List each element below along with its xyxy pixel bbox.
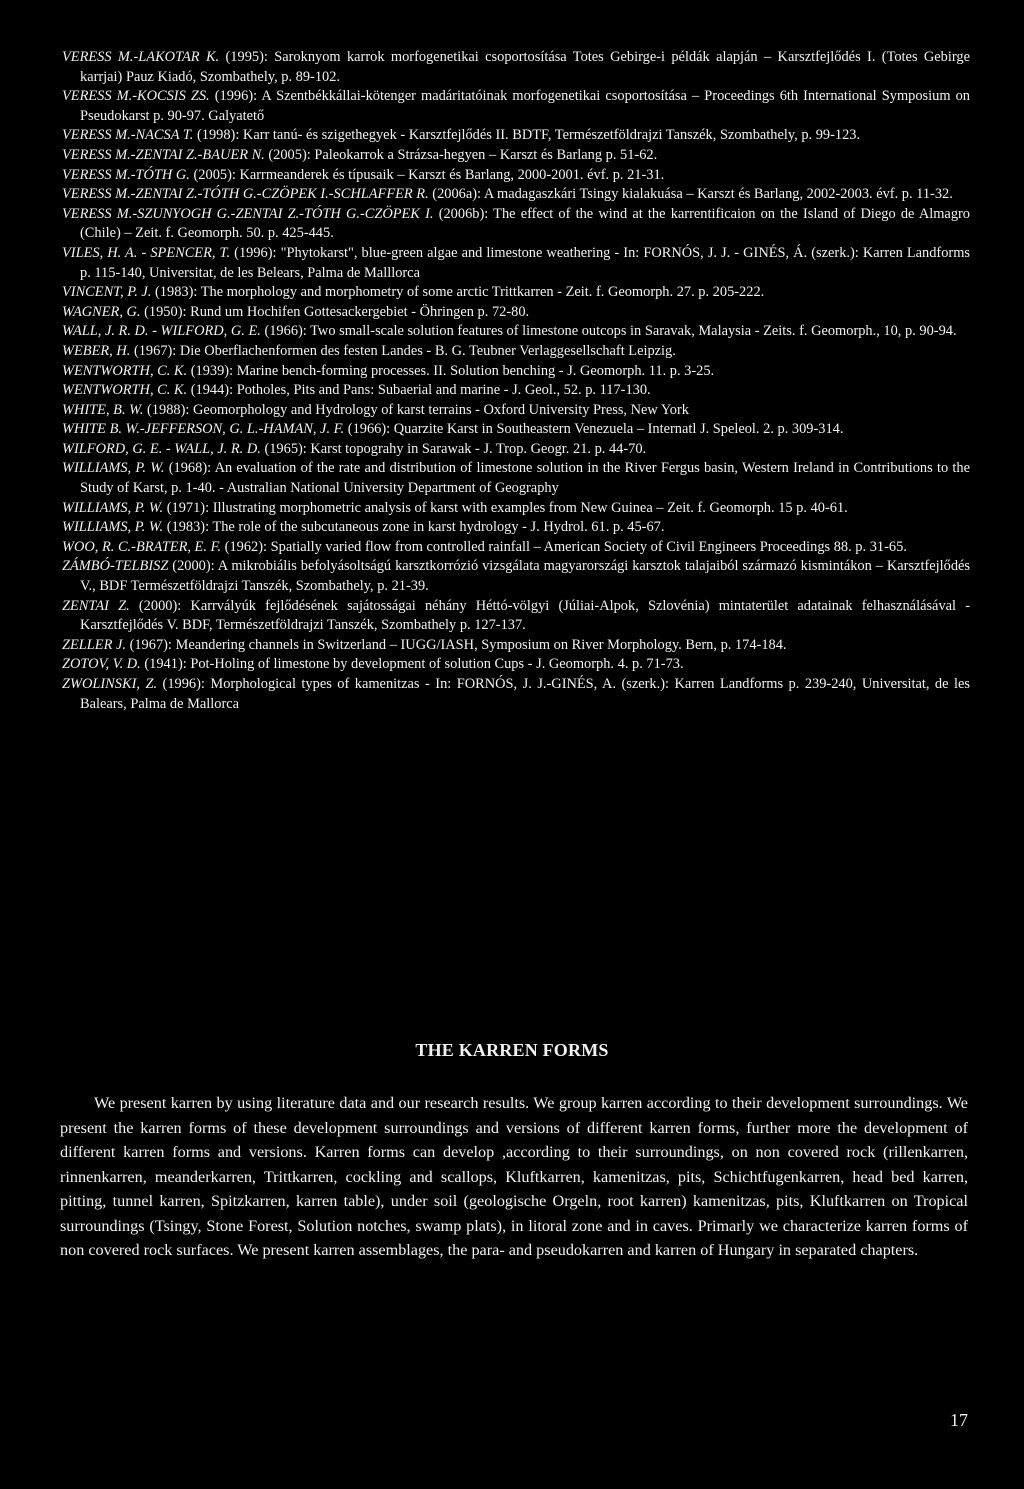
reference-details: (1998): Karr tanú- és szigethegyek - Karsztfejlődés II. BDTF, Természetföldrajzi Tanszék, Szombathely, p. 99-123.	[193, 127, 861, 144]
reference-entry	[62, 322, 970, 342]
reference-details: (1968): An evaluation of the rate and distribution of limestone solution in the River Fergus basin, Western Ireland in Contributions to the Study of Karst, p. 1-40. - Australian National University Department of Geography	[80, 460, 971, 497]
reference-entry	[62, 87, 970, 126]
reference-details: (1967): Meandering channels in Switzerland – IUGG/IASH, Symposium on River Morphology. Bern, p. 174-184.	[125, 636, 787, 653]
reference-details: (1941): Pot-Holing of limestone by development of solution Cups - J. Geomorph. 4. p. 71-73.	[140, 656, 684, 673]
reference-details: (2006b): The effect of the wind at the karrentificaion on the Island of Diego de Almagro (Chile) – Zeit. f. Geomorph. 50. p. 425-445.	[80, 205, 970, 242]
reference-authors: WENTWORTH, C. K.	[62, 362, 188, 379]
reference-authors: WAGNER, G.	[62, 303, 141, 320]
reference-details: (1996): "Phytokarst", blue-green algae and limestone weathering - In: FORNÓS, J. J. - GINÉS, Á. (szerk.): Karren Landforms p. 115-140, Universitat, de les Belears, Palma de Malllorca	[80, 244, 970, 281]
reference-entry	[62, 303, 970, 323]
reference-details: (1983): The morphology and morphometry of some arctic Trittkarren - Zeit. f. Geomorph. 27. p. 205-222.	[151, 284, 765, 301]
reference-authors: VINCENT, P. J.	[62, 284, 152, 301]
reference-entry	[62, 518, 970, 538]
reference-authors: ZELLER J.	[62, 636, 126, 653]
reference-entry	[62, 205, 970, 244]
reference-authors: VERESS M.-KOCSIS ZS.	[62, 88, 210, 105]
reference-entry	[62, 499, 970, 519]
reference-entry	[62, 675, 970, 714]
reference-details: (1966): Quarzite Karst in Southeastern Venezuela – Internatl J. Speleol. 2. p. 309-314.	[344, 421, 844, 438]
reference-details: (1983): The role of the subcutaneous zone in karst hydrology - J. Hydrol. 61. p. 45-67.	[163, 519, 665, 536]
reference-details: (1939): Marine bench-forming processes. II. Solution benching - J. Geomorph. 11. p. 3-25.	[187, 362, 715, 379]
reference-authors: ZÁMBÓ-TELBISZ	[62, 558, 169, 575]
reference-entry	[62, 244, 970, 283]
reference-authors: ZENTAI Z.	[62, 597, 130, 614]
reference-authors: VERESS M.-TÓTH G.	[62, 166, 190, 183]
reference-details: (1966): Two small-scale solution features of limestone outcops in Saravak, Malaysia - Zeits. f. Geomorph., 10, p. 90-94.	[260, 323, 957, 340]
reference-entry	[62, 655, 970, 675]
reference-entry	[62, 185, 970, 205]
reference-authors: WILLIAMS, P. W.	[62, 519, 164, 536]
reference-entry	[62, 538, 970, 558]
body-paragraph: We present karren by using literature data and our research results. We group karren according to their development surroundings. We present the karren forms of these development surroundings and versions of different karren forms, further more the development of different karren forms and versions. Karren forms can develop ,according to their surroundings, on non covered rock (rillenkarren, rinnenkarren, meanderkarren, Trittkarren, cockling and scallops, Kluftkarren, kamenitzas, pits, Schichtfugenkarren, head bed karren, pitting, tunnel karren, Spitzkarren, karren table), under soil (geologische Orgeln, root karren) kamenitzas, pits, Kluftkarren on Tropical surroundings (Tsingy, Stone Forest, Solution notches, swamp plats), in litoral zone and in caves. Primarly we characterize karren forms of non covered rock surfaces. We present karren assemblages, the para- and pseudokarren and karren of Hungary in separated chapters.	[60, 1094, 968, 1259]
reference-details: (1996): A Szentbékkállai-kötenger madáritatóinak morfogenetikai csoportosítása – Proceedings 6th International Symposium on Pseudokarst p. 90-97. Galyatető	[80, 88, 971, 124]
reference-details: (1995): Saroknyom karrok morfogenetikai csoportosítása Totes Gebirge-i példák alapján – Karsztfejlődés I. (Totes Gebirge karrjai) Pauz Kiadó, Szombathely, p. 89-102.	[80, 49, 970, 85]
page-number: 17	[950, 1410, 968, 1430]
reference-details: (1962): Spatially varied flow from controlled rainfall – American Society of Civil Engineers Proceedings 88. p. 31-65.	[221, 538, 907, 555]
reference-entry	[62, 401, 970, 421]
reference-authors: VERESS M.-NACSA T.	[62, 127, 194, 144]
reference-authors: WENTWORTH, C. K.	[62, 382, 188, 399]
reference-authors: WEBER, H.	[62, 342, 131, 359]
reference-entry	[62, 126, 970, 146]
reference-entry	[62, 342, 970, 362]
reference-authors: ZWOLINSKI, Z.	[62, 676, 158, 692]
reference-entry	[62, 362, 970, 382]
reference-entry	[62, 636, 970, 656]
reference-details: (2000): A mikrobiális befolyásoltságú karsztkorrózió vizsgálata magyarországi karsztok talajaiból származó kismintákon – Karsztfejlődés V., BDF Természetföldrajzi Tanszék, Szombathely, p. 21-39.	[80, 558, 970, 595]
reference-entry	[62, 48, 970, 87]
reference-details: (1996): Morphological types of kamenitzas - In: FORNÓS, J. J.-GINÉS, A. (szerk.): Karren Landforms p. 239-240, Universitat, de les Balears, Palma de Mallorca	[80, 676, 970, 712]
reference-entry	[62, 597, 970, 636]
reference-authors: WILFORD, G. E. - WALL, J. R. D.	[62, 440, 261, 457]
reference-entry	[62, 459, 970, 498]
reference-authors: ZOTOV, V. D.	[62, 656, 141, 673]
reference-authors: VERESS M.-LAKOTAR K.	[62, 49, 220, 65]
reference-entry	[62, 166, 970, 186]
reference-authors: WHITE B. W.-JEFFERSON, G. L.-HAMAN, J. F.	[62, 421, 345, 438]
reference-entry	[62, 146, 970, 166]
reference-authors: VERESS M.-ZENTAI Z.-TÓTH G.-CZÖPEK I.-SCHLAFFER R.	[62, 186, 429, 203]
reference-authors: VERESS M.-ZENTAI Z.-BAUER N.	[62, 146, 265, 163]
reference-authors: WALL, J. R. D. - WILFORD, G. E.	[62, 323, 261, 340]
reference-details: (1971): Illustrating morphometric analysis of karst with examples from New Guinea – Zeit. f. Geomorph. 15 p. 40-61.	[163, 499, 848, 516]
reference-details: (1950): Rund um Hochifen Gottesackergebiet - Öhringen p. 72-80.	[140, 303, 530, 320]
reference-authors: WHITE, B. W.	[62, 401, 144, 418]
reference-list	[62, 48, 970, 714]
reference-details: (1944): Potholes, Pits and Pans: Subaerial and marine - J. Geol., 52. p. 117-130.	[187, 382, 651, 399]
reference-authors: WILLIAMS, P. W.	[62, 460, 165, 477]
reference-details: (1988): Geomorphology and Hydrology of karst terrains - Oxford University Press, New York	[143, 401, 689, 418]
reference-authors: WOO, R. C.-BRATER, E. F.	[62, 538, 222, 555]
reference-entry	[62, 283, 970, 303]
reference-details: (2005): Paleokarrok a Strázsa-hegyen – Karszt és Barlang p. 51-62.	[264, 146, 658, 163]
reference-entry	[62, 381, 970, 401]
reference-authors: WILLIAMS, P. W.	[62, 499, 164, 516]
reference-entry	[62, 557, 970, 596]
section-title: THE KARREN FORMS	[415, 1040, 609, 1060]
reference-entry	[62, 440, 970, 460]
reference-details: (1965): Karst topograhy in Sarawak - J. Trop. Geogr. 21. p. 44-70.	[260, 440, 647, 457]
reference-details: (1967): Die Oberflachenformen des festen Landes - B. G. Teubner Verlaggesellschaft Leipzig.	[130, 342, 676, 359]
reference-authors: VILES, H. A. - SPENCER, T.	[62, 244, 231, 261]
reference-entry	[62, 420, 970, 440]
reference-details: (2000): Karrvályúk fejlődésének sajátosságai néhány Héttó-völgyi (Júliai-Alpok, Szlovénia) mintaterület adatainak felhasználásával - Karsztfejlődés V. BDF, Természetföldrajzi Tanszék, Szombathely p. 127-137.	[80, 597, 971, 634]
reference-details: (2006a): A madagaszkári Tsingy kialakuása – Karszt és Barlang, 2002-2003. évf. p. 11-32.	[428, 186, 953, 203]
reference-authors: VERESS M.-SZUNYOGH G.-ZENTAI Z.-TÓTH G.-CZÖPEK I.	[62, 205, 434, 222]
reference-details: (2005): Karrmeanderek és típusaik – Karszt és Barlang, 2000-2001. évf. p. 21-31.	[189, 166, 665, 183]
